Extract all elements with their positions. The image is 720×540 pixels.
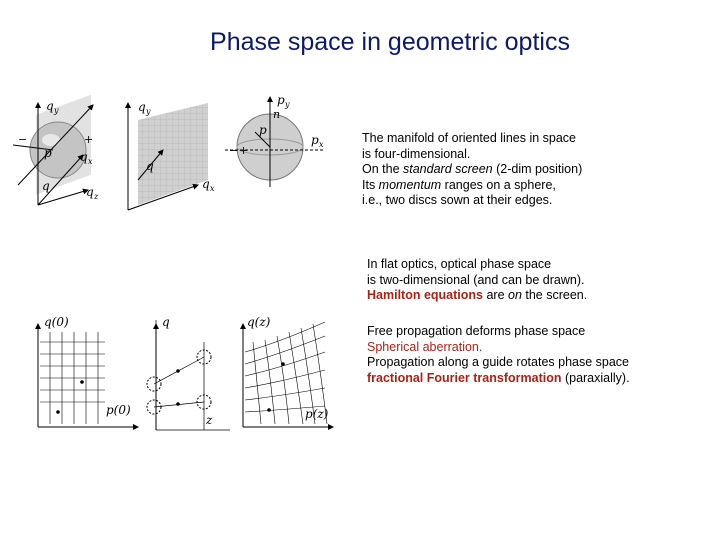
- figure-sphere-screen: [8, 95, 108, 215]
- fig2-qy-sub: y: [146, 107, 151, 116]
- fig2-qx-sub: x: [210, 184, 215, 193]
- fig4-p0-label: p(0): [106, 403, 131, 417]
- figure-phase-grid-propagated: [235, 312, 335, 432]
- block3-line3: Propagation along a guide rotates phase space: [367, 355, 629, 370]
- spherical-aberration-highlight: Spherical aberration.: [367, 339, 483, 354]
- figure-phase-grid-initial: [30, 312, 140, 432]
- block2-line2: is two-dimensional (and can be drawn).: [367, 272, 585, 287]
- fig3-n-label: n: [273, 108, 281, 121]
- figure-screen-plane: [118, 95, 233, 215]
- fig3-py-label: p: [277, 93, 285, 107]
- block3-line1: Free propagation deforms phase space: [367, 324, 586, 338]
- block3-line4: fractional Fourier transformation (paraxially).: [367, 370, 630, 385]
- text-block-manifold: [362, 131, 582, 209]
- fig1-minus: −: [18, 133, 28, 146]
- fig6-pz-label: p(z): [305, 407, 329, 421]
- text-block-flat-optics: [367, 257, 587, 304]
- fractional-fourier-highlight: fractional Fourier transformation: [367, 370, 562, 385]
- fig1-plus: +: [84, 133, 94, 146]
- block1-line5: i.e., two discs sown at their edges.: [362, 193, 553, 208]
- block1-line2: is four-dimensional.: [362, 146, 471, 161]
- fig1-qz-sub: z: [94, 192, 99, 201]
- fig1-q-label: q: [42, 179, 50, 193]
- fig1-qx-sub: x: [88, 157, 93, 166]
- fig1-p-label: p: [44, 146, 52, 160]
- text-block-propagation: [367, 324, 630, 386]
- block2-line3: Hamilton equations are on the screen.: [367, 288, 588, 303]
- fig3-p-label: p: [259, 123, 267, 137]
- fig6-qz-label: q(z): [247, 315, 271, 329]
- slide-title: Phase space in geometric optics: [210, 28, 570, 56]
- figure-free-propagation: [140, 312, 235, 432]
- figure-momentum-sphere: [225, 92, 335, 192]
- fig5-z-label: z: [206, 413, 213, 427]
- block1-line4: Its momentum ranges on a sphere,: [362, 177, 556, 192]
- fig3-px-label: p: [311, 133, 319, 147]
- hamilton-equations-highlight: Hamilton equations: [367, 288, 483, 303]
- fig1-qx-label: q: [80, 150, 88, 164]
- fig2-qx-label: q: [202, 177, 210, 191]
- fig3-plus: +: [239, 144, 249, 157]
- fig5-q-label: q: [162, 315, 170, 329]
- fig4-q0-label: q(0): [44, 315, 69, 329]
- fig1-qy-sub: y: [54, 106, 59, 115]
- fig3-py-sub: y: [285, 100, 290, 109]
- block1-line1: The manifold of oriented lines in space: [362, 131, 577, 145]
- fig2-qy-label: q: [138, 100, 146, 114]
- block1-line3: On the standard screen (2-dim position): [362, 162, 583, 177]
- fig3-px-sub: x: [319, 140, 324, 149]
- fig1-qz-label: q: [86, 185, 94, 199]
- fig3-minus: −: [229, 144, 239, 157]
- fig1-qy-label: q: [46, 99, 54, 113]
- fig2-q-label: q: [146, 159, 154, 173]
- block2-line1: In flat optics, optical phase space: [367, 257, 552, 271]
